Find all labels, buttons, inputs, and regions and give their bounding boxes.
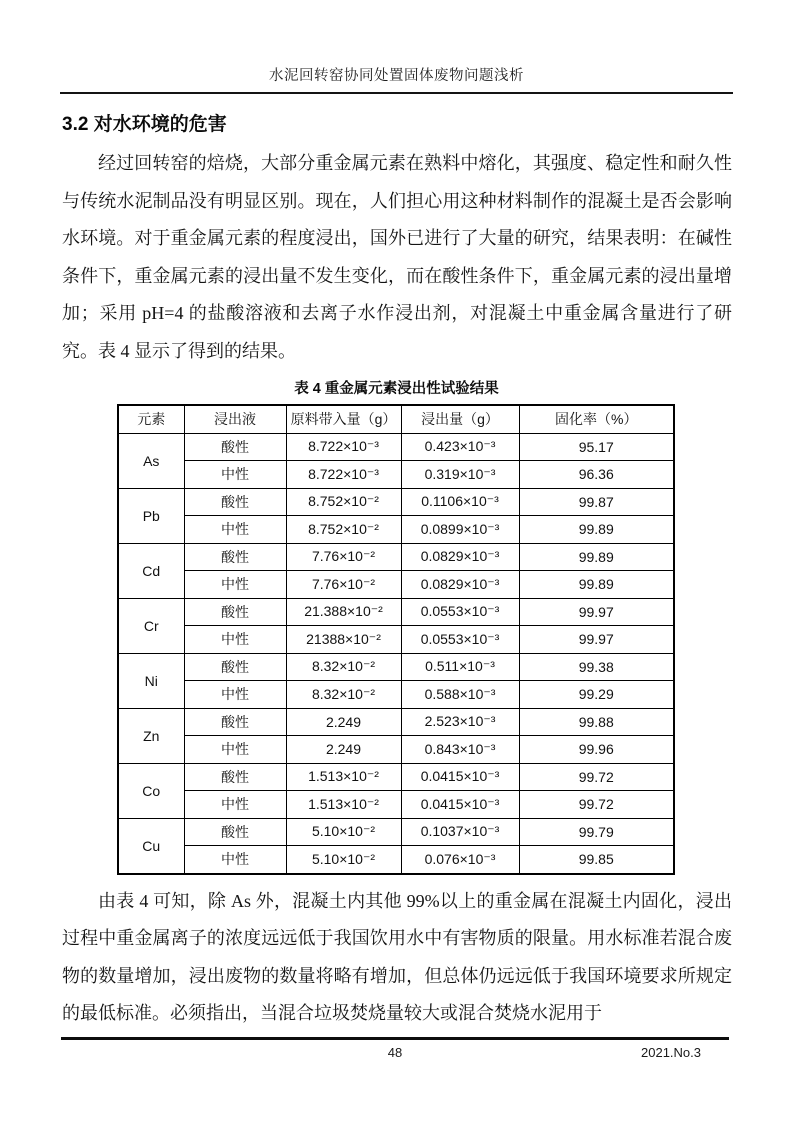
solidification-rate-cell: 99.89 — [519, 516, 674, 544]
header-rule — [60, 92, 733, 94]
page-number: 48 — [387, 1045, 403, 1060]
table-row — [118, 846, 674, 874]
section-heading: 3.2 对水环境的危害 — [62, 114, 227, 135]
solidification-rate-cell: 99.89 — [519, 543, 674, 571]
results-table — [117, 404, 675, 875]
leached-amount-cell: 0.0553×10⁻³ — [401, 598, 519, 626]
leached-amount-cell: 0.843×10⁻³ — [401, 736, 519, 764]
liquid-cell: 酸性 — [184, 653, 286, 681]
solidification-rate-cell: 99.88 — [519, 708, 674, 736]
input-amount-cell: 8.752×10⁻² — [286, 488, 401, 516]
leached-amount-cell: 0.0415×10⁻³ — [401, 763, 519, 791]
liquid-cell: 酸性 — [184, 763, 286, 791]
running-head: 水泥回转窑协同处置固体废物问题浅析 — [269, 68, 524, 84]
col-header-element: 元素 — [118, 405, 184, 433]
solidification-rate-cell: 99.85 — [519, 846, 674, 874]
table-caption: 表 4 重金属元素浸出性试验结果 — [294, 381, 499, 397]
liquid-cell: 中性 — [184, 736, 286, 764]
solidification-rate-cell: 99.29 — [519, 681, 674, 709]
table-row — [118, 543, 674, 571]
paragraph: 由表 4 可知，除 As 外，混凝土内其他 99%以上的重金属在混凝土内固化，浸出过程中重金属离子的浓度远远低于我国饮用水中有害物质的限量。用水标准若混合废物的数量增加，浸出废物的数量将略有增加，但总体仍远远低于我国环境要求所规定的最低标准。必须指出，当混合垃圾焚烧量较大或混合焚烧水泥用于 — [62, 890, 732, 1023]
table-header-row — [118, 405, 674, 433]
solidification-rate-cell: 99.38 — [519, 653, 674, 681]
liquid-cell: 酸性 — [184, 488, 286, 516]
liquid-cell: 酸性 — [184, 433, 286, 461]
table-row — [118, 626, 674, 654]
table-row — [118, 681, 674, 709]
liquid-cell: 中性 — [184, 681, 286, 709]
table-row — [118, 791, 674, 819]
input-amount-cell: 7.76×10⁻² — [286, 543, 401, 571]
solidification-rate-cell: 99.97 — [519, 626, 674, 654]
table-row — [118, 461, 674, 489]
liquid-cell: 中性 — [184, 626, 286, 654]
liquid-cell: 酸性 — [184, 818, 286, 846]
liquid-cell: 酸性 — [184, 543, 286, 571]
leached-amount-cell: 0.0553×10⁻³ — [401, 626, 519, 654]
liquid-cell: 中性 — [184, 516, 286, 544]
input-amount-cell: 8.722×10⁻³ — [286, 433, 401, 461]
leached-amount-cell: 0.511×10⁻³ — [401, 653, 519, 681]
liquid-cell: 中性 — [184, 791, 286, 819]
solidification-rate-cell: 95.17 — [519, 433, 674, 461]
element-cell: Zn — [118, 708, 184, 763]
solidification-rate-cell: 99.72 — [519, 791, 674, 819]
table-row — [118, 488, 674, 516]
input-amount-cell: 1.513×10⁻² — [286, 763, 401, 791]
col-header-input-amount: 原料带入量（g） — [286, 405, 401, 433]
element-cell: As — [118, 433, 184, 488]
element-cell: Ni — [118, 653, 184, 708]
solidification-rate-cell: 99.87 — [519, 488, 674, 516]
page-footer — [61, 1037, 729, 1060]
input-amount-cell: 1.513×10⁻² — [286, 791, 401, 819]
input-amount-cell: 2.249 — [286, 708, 401, 736]
leached-amount-cell: 0.0899×10⁻³ — [401, 516, 519, 544]
solidification-rate-cell: 99.79 — [519, 818, 674, 846]
solidification-rate-cell: 99.72 — [519, 763, 674, 791]
leached-amount-cell: 0.076×10⁻³ — [401, 846, 519, 874]
liquid-cell: 酸性 — [184, 708, 286, 736]
input-amount-cell: 8.32×10⁻² — [286, 653, 401, 681]
solidification-rate-cell: 99.97 — [519, 598, 674, 626]
table-row — [118, 736, 674, 764]
col-header-leached-amount: 浸出量（g） — [401, 405, 519, 433]
element-cell: Co — [118, 763, 184, 818]
leached-amount-cell: 0.0415×10⁻³ — [401, 791, 519, 819]
element-cell: Cu — [118, 818, 184, 874]
leached-amount-cell: 0.0829×10⁻³ — [401, 543, 519, 571]
leached-amount-cell: 0.0829×10⁻³ — [401, 571, 519, 599]
leached-amount-cell: 0.1037×10⁻³ — [401, 818, 519, 846]
solidification-rate-cell: 99.89 — [519, 571, 674, 599]
liquid-cell: 中性 — [184, 571, 286, 599]
table-row — [118, 708, 674, 736]
solidification-rate-cell: 96.36 — [519, 461, 674, 489]
input-amount-cell: 7.76×10⁻² — [286, 571, 401, 599]
table-row — [118, 516, 674, 544]
solidification-rate-cell: 99.96 — [519, 736, 674, 764]
col-header-solidification-rate: 固化率（%） — [519, 405, 674, 433]
input-amount-cell: 5.10×10⁻² — [286, 846, 401, 874]
issue-number: 2021.No.3 — [641, 1045, 701, 1060]
table-row — [118, 433, 674, 461]
liquid-cell: 中性 — [184, 846, 286, 874]
input-amount-cell: 5.10×10⁻² — [286, 818, 401, 846]
input-amount-cell: 8.722×10⁻³ — [286, 461, 401, 489]
liquid-cell: 中性 — [184, 461, 286, 489]
leached-amount-cell: 0.319×10⁻³ — [401, 461, 519, 489]
input-amount-cell: 8.32×10⁻² — [286, 681, 401, 709]
element-cell: Cd — [118, 543, 184, 598]
input-amount-cell: 2.249 — [286, 736, 401, 764]
input-amount-cell: 21388×10⁻² — [286, 626, 401, 654]
leached-amount-cell: 2.523×10⁻³ — [401, 708, 519, 736]
table-row — [118, 571, 674, 599]
liquid-cell: 酸性 — [184, 598, 286, 626]
table-row — [118, 763, 674, 791]
table-row — [118, 598, 674, 626]
leached-amount-cell: 0.1106×10⁻³ — [401, 488, 519, 516]
table-row — [118, 653, 674, 681]
leached-amount-cell: 0.588×10⁻³ — [401, 681, 519, 709]
table-row — [118, 818, 674, 846]
col-header-liquid: 浸出液 — [184, 405, 286, 433]
paragraph: 经过回转窑的焙烧，大部分重金属元素在熟料中熔化，其强度、稳定性和耐久性与传统水泥制品没有明显区别。现在，人们担心用这种材料制作的混凝土是否会影响水环境。对于重金属元素的程度浸出，国外已进行了大量的研究，结果表明：在碱性条件下，重金属元素的浸出量不发生变化，而在酸性条件下，重金属元素的浸出量增加；采用 pH=4 的盐酸溶液和去离子水作浸出剂，对混凝土中重金属含量进行了研究。表 4 显示了得到的结果。 — [62, 153, 732, 361]
element-cell: Pb — [118, 488, 184, 543]
input-amount-cell: 8.752×10⁻² — [286, 516, 401, 544]
element-cell: Cr — [118, 598, 184, 653]
input-amount-cell: 21.388×10⁻² — [286, 598, 401, 626]
leached-amount-cell: 0.423×10⁻³ — [401, 433, 519, 461]
